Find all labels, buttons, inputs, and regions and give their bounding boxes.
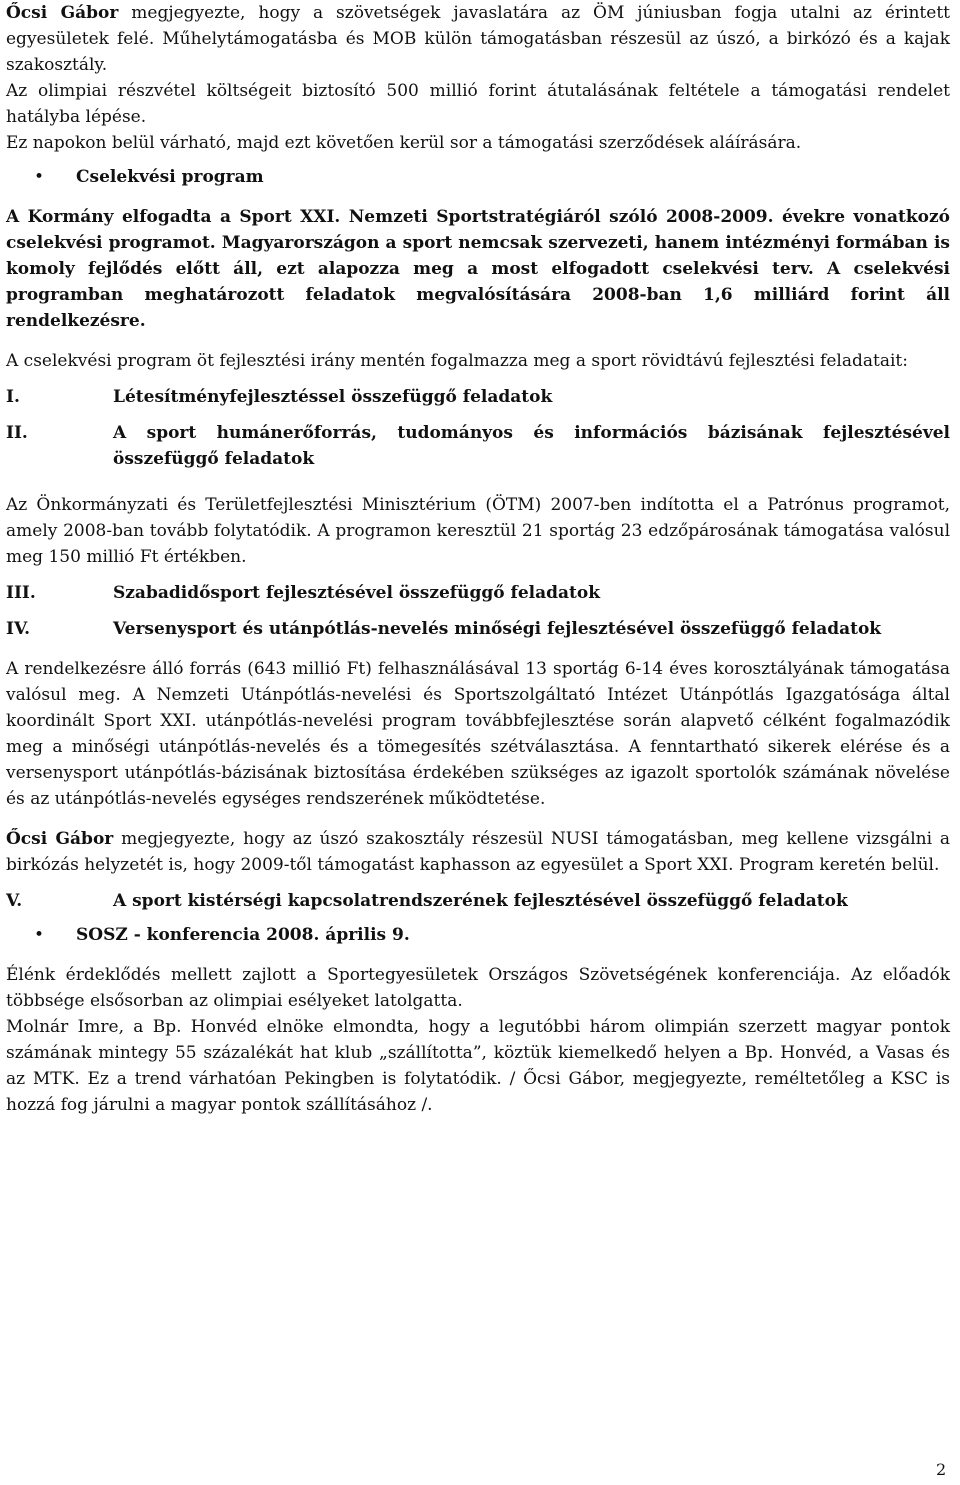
paragraph-ocsi-2 <box>6 826 950 878</box>
list-number: III. <box>6 583 36 603</box>
paragraph-molnar-imre: Molnár Imre, a Bp. Honvéd elnöke elmondta, hogy a legutóbbi három olimpián szerzett magyar pontok számának mintegy 55 százalékát hat klub „szállította”, köztük kiemelkedő helyen a Bp. Honvéd, a Vasas és az MTK. Ez a trend várhatóan Pekingben is folytatódik. / Őcsi Gábor, megjegyezte, reméltetőleg a KSC is hozzá fog járulni a magyar pontok szállításához /. <box>6 1017 950 1115</box>
paragraph-olympic-funding: Az olimpiai részvétel költségeit biztosító 500 millió forint átutalásának feltétele a támogatási rendelet hatályba lépése. <box>6 81 950 127</box>
paragraph-resources: A rendelkezésre álló forrás (643 millió Ft) felhasználásával 13 sportág 6-14 éves korosztályának támogatása valósul meg. A Nemzeti Utánpótlás-nevelési és Sportszolgáltató Intézet Utánpótlás Igazgatósága által koordinált Sport XXI. utánpótlás-nevelési program továbbfejlesztése során alapvető célként fogalmazódik meg a minőségi utánpótlás-nevelés és a tömegesítés szétválasztása. A fenntartható sikerek elérése és a versenysport utánpótlás-bázisának biztosítása érdekében szükséges az igazolt sportolók számának növelése és az utánpótlás-nevelés egységes rendszerének működtetése. <box>6 659 950 809</box>
page-number: 2 <box>936 1460 947 1479</box>
bullet-icon: • <box>34 925 45 945</box>
list-text: Szabadidősport fejlesztésével összefüggő feladatok <box>113 583 600 603</box>
bullet-label: SOSZ - konferencia 2008. április 9. <box>76 925 410 945</box>
list-number: I. <box>6 387 20 407</box>
list-text: A sport kistérségi kapcsolatrendszerének fejlesztésével összefüggő feladatok <box>113 891 848 911</box>
speaker-name: Őcsi Gábor <box>6 829 114 849</box>
list-text: Versenysport és utánpótlás-nevelés minőségi fejlesztésével összefüggő feladatok <box>113 619 882 639</box>
list-item-5 <box>6 888 950 914</box>
list-item-3 <box>6 580 950 606</box>
bullet-sosz-conference <box>6 922 950 948</box>
paragraph-conference: Élénk érdeklődés mellett zajlott a Sportegyesületek Országos Szövetségének konferenciája. Az előadók többsége elsősorban az olimpiai esélyeket latolgatta. <box>6 965 950 1011</box>
speaker-name: Őcsi Gábor <box>6 3 119 23</box>
paragraph-text: megjegyezte, hogy az úszó szakosztály részesül NUSI támogatásban, meg kellene vizsgálni a birkózás helyzetét is, hogy 2009-től támogatást kaphasson az egyesület a Sport XXI. Program keretén belül. <box>6 829 950 875</box>
paragraph-ocsi-1 <box>6 0 950 78</box>
paragraph-contracts: Ez napokon belül várható, majd ezt követően kerül sor a támogatási szerződések aláírására. <box>6 133 802 153</box>
list-item-4 <box>6 616 950 642</box>
list-item-2 <box>6 420 950 472</box>
list-number: V. <box>6 891 23 911</box>
list-number: IV. <box>6 619 31 639</box>
paragraph-government-program: A Kormány elfogadta a Sport XXI. Nemzeti Sportstratégiáról szóló 2008-2009. évekre vonatkozó cselekvési programot. Magyarországon a sport nemcsak szervezeti, hanem intézményi formában is komoly fejlődés előtt áll, ezt alapozza meg a most elfogadott cselekvési terv. A cselekvési programban meghatározott feladatok megvalósítására 2008-ban 1,6 milliárd forint áll rendelkezésre. <box>6 207 950 331</box>
document-page <box>6 0 950 1118</box>
paragraph-five-directions: A cselekvési program öt fejlesztési irány mentén fogalmazza meg a sport rövidtávú fejlesztési feladatait: <box>6 351 908 371</box>
bullet-action-program <box>6 164 950 190</box>
bullet-label: Cselekvési program <box>76 167 264 187</box>
list-number: II. <box>6 423 28 443</box>
paragraph-patronus: Az Önkormányzati és Területfejlesztési Minisztérium (ÖTM) 2007-ben indította el a Patrónus programot, amely 2008-ban tovább folytatódik. A programon keresztül 21 sportág 23 edzőpárosának támogatása valósul meg 150 millió Ft értékben. <box>6 495 950 567</box>
bullet-icon: • <box>34 167 45 187</box>
list-item-1 <box>6 384 950 410</box>
list-text: A sport humánerőforrás, tudományos és információs bázisának fejlesztésével összefüggő feladatok <box>113 423 950 469</box>
list-text: Létesítményfejlesztéssel összefüggő feladatok <box>113 387 553 407</box>
paragraph-text: megjegyezte, hogy a szövetségek javaslatára az ÖM júniusban fogja utalni az érintett egyesületek felé. Műhelytámogatásba és MOB külön támogatásban részesül az úszó, a birkózó és a kajak szakosztály. <box>6 3 950 75</box>
